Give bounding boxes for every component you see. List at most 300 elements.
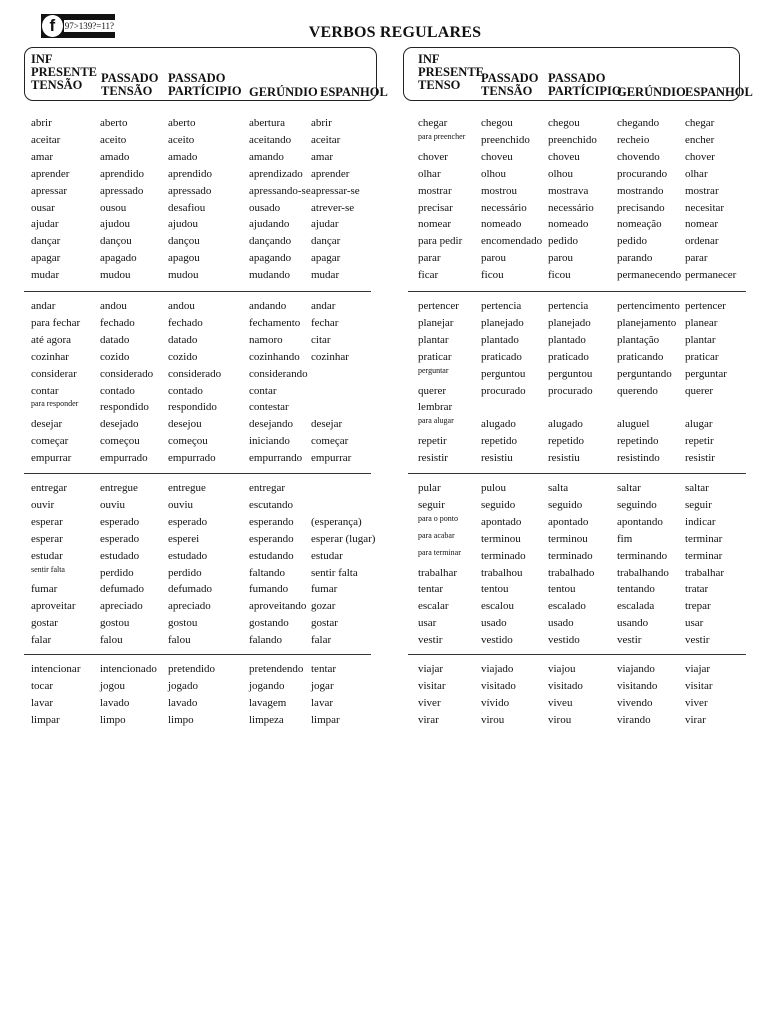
right-verb-row <box>0 183 768 200</box>
left-verb-cell: respondido <box>100 401 149 414</box>
right-verb-cell: querer <box>685 384 714 397</box>
badge-text: 97>139?=11? <box>64 21 114 31</box>
right-verb-cell: olhou <box>548 167 574 180</box>
right-verb-row <box>0 615 768 632</box>
left-verb-cell: cozinhar <box>31 350 69 363</box>
left-verb-cell: lavado <box>100 696 130 709</box>
left-verb-cell: esperado <box>100 515 140 528</box>
left-verb-cell: faltando <box>249 566 286 579</box>
right-verb-cell: plantar <box>685 333 716 346</box>
left-verb-cell: ouviu <box>168 498 194 511</box>
left-verb-cell: sentir falta <box>31 564 65 574</box>
left-verb-cell: amando <box>249 150 284 163</box>
right-verb-cell: chegou <box>481 117 513 129</box>
left-verb-cell: ajudando <box>249 218 290 231</box>
left-verb-cell: jogar <box>311 679 334 692</box>
left-verb-cell: aprender <box>31 167 70 180</box>
left-verb-cell: abrir <box>31 117 52 129</box>
right-verb-cell: trabalhando <box>617 566 669 579</box>
left-verb-cell: mudar <box>31 269 60 282</box>
right-verb-cell: nomeado <box>481 218 522 231</box>
left-verb-cell: amar <box>31 150 53 163</box>
left-verb-cell: fumar <box>31 583 58 596</box>
right-verb-cell: terminou <box>548 532 588 545</box>
left-verb-cell: aprendizado <box>249 167 303 180</box>
right-verb-row <box>0 598 768 615</box>
right-verb-cell: pulou <box>481 482 507 494</box>
right-verb-cell: indicar <box>685 515 716 528</box>
left-verb-cell: ajudou <box>100 218 130 231</box>
right-verb-cell: precisar <box>418 201 453 214</box>
left-verb-cell: namoro <box>249 333 283 346</box>
right-verb-cell: ficou <box>481 269 504 282</box>
right-verb-cell: seguido <box>548 498 583 511</box>
left-verb-cell: lavar <box>311 696 333 709</box>
right-verb-cell: planejado <box>481 316 524 329</box>
right-verb-cell: fim <box>617 532 633 545</box>
left-verb-cell: estudar <box>31 549 63 562</box>
right-verb-cell: apontando <box>617 515 663 528</box>
right-verb-row <box>0 548 768 565</box>
left-verb-cell: esperando <box>249 515 294 528</box>
left-verb-cell: amado <box>168 150 198 163</box>
right-verb-cell: vivendo <box>617 696 653 709</box>
left-verb-cell: pretendido <box>168 663 216 675</box>
left-verb-cell: estudado <box>100 549 140 562</box>
right-verb-cell: terminar <box>685 532 723 545</box>
left-verb-cell: aproveitar <box>31 600 76 613</box>
left-verb-cell: abrir <box>311 117 332 129</box>
right-verb-cell: preenchido <box>548 133 597 146</box>
right-group-divider <box>408 654 746 655</box>
left-verb-cell: fumar <box>311 583 338 596</box>
left-header-spanish: ESPANHOL <box>320 85 388 99</box>
right-verb-row <box>0 678 768 695</box>
left-verb-cell: contestar <box>249 401 289 414</box>
right-verb-cell: parar <box>685 252 708 265</box>
left-verb-cell: esperar (lugar) <box>311 532 376 545</box>
left-verb-cell: lavagem <box>249 696 287 709</box>
right-verb-cell: perguntar <box>685 367 727 380</box>
right-verb-row <box>0 433 768 450</box>
right-verb-row <box>0 149 768 166</box>
left-verb-cell: gostar <box>311 617 338 630</box>
left-verb-cell: contar <box>249 384 277 397</box>
right-verb-cell: mostrar <box>418 184 452 197</box>
right-verb-cell: usar <box>685 617 704 630</box>
left-verb-cell: apagado <box>100 252 137 265</box>
right-verb-cell: plantação <box>617 333 660 346</box>
right-verb-cell: planejar <box>418 316 454 329</box>
left-verb-cell: gostar <box>31 617 58 630</box>
right-verb-cell: praticando <box>617 350 664 363</box>
left-verb-cell: apressando-se <box>249 184 311 197</box>
left-verb-cell: aceito <box>100 133 127 146</box>
left-verb-cell: dançando <box>249 235 292 248</box>
left-verb-cell: respondido <box>168 401 217 414</box>
right-verb-cell: usado <box>548 617 574 630</box>
left-verb-cell: apagar <box>311 252 341 265</box>
right-verb-cell: viajar <box>685 663 711 675</box>
right-verb-cell: usando <box>617 617 649 630</box>
right-verb-cell: viver <box>418 696 441 709</box>
right-verb-cell: repetido <box>548 435 585 448</box>
right-verb-cell: viver <box>685 696 708 709</box>
right-verb-row <box>0 132 768 149</box>
right-verb-cell: pertencia <box>548 300 589 312</box>
right-verb-cell: visitado <box>548 679 583 692</box>
left-verb-cell: lavar <box>31 696 53 709</box>
right-verb-cell: precisando <box>617 201 665 214</box>
right-verb-row <box>0 366 768 383</box>
right-verb-cell: nomear <box>685 218 718 231</box>
right-verb-cell: resistindo <box>617 452 660 465</box>
left-verb-cell: desejar <box>311 418 343 431</box>
right-verb-cell: praticado <box>548 350 589 363</box>
left-verb-cell: gostou <box>100 617 130 630</box>
left-verb-cell: andar <box>31 300 56 312</box>
left-verb-cell: desejou <box>168 418 202 431</box>
left-header-gerund: GERÚNDIO <box>249 85 318 99</box>
left-verb-cell: mudando <box>249 269 290 282</box>
left-verb-cell: apressar <box>31 184 68 197</box>
left-verb-cell: apagar <box>31 252 61 265</box>
left-verb-cell: contar <box>31 384 59 397</box>
left-verb-cell: começar <box>311 435 349 448</box>
left-header-participle: PASSADO PARTÍCIPIO <box>168 71 242 98</box>
right-verb-cell: pertencia <box>481 300 522 312</box>
right-verb-row <box>0 632 768 649</box>
left-verb-cell: citar <box>311 333 331 346</box>
right-verb-row <box>0 200 768 217</box>
left-verb-cell: ajudar <box>311 218 339 231</box>
left-verb-cell: desejar <box>31 418 63 431</box>
right-verb-cell: repetir <box>685 435 714 448</box>
left-verb-cell: falando <box>249 634 282 647</box>
left-verb-cell: apressado <box>100 184 144 197</box>
left-verb-cell: mudou <box>100 269 131 282</box>
left-verb-cell: aceitar <box>311 133 341 146</box>
left-verb-cell: perdido <box>100 566 134 579</box>
right-verb-cell: seguir <box>685 498 712 511</box>
right-verb-row <box>0 315 768 332</box>
left-verb-cell: defumado <box>100 583 144 596</box>
right-verb-cell: chegar <box>685 117 715 129</box>
right-verb-cell: terminado <box>481 549 526 562</box>
left-verb-cell: esperar <box>31 515 63 528</box>
right-header-infinitive: INF PRESENTE TENSO <box>418 52 484 92</box>
right-verb-cell: vestir <box>418 634 443 647</box>
right-verb-cell: escalado <box>548 600 586 613</box>
left-verb-cell: contado <box>100 384 135 397</box>
left-verb-cell: jogou <box>100 679 126 692</box>
left-verb-cell: andando <box>249 300 287 312</box>
right-verb-cell: resistir <box>685 452 715 465</box>
left-verb-cell: ousou <box>100 201 127 214</box>
left-verb-cell: começou <box>100 435 140 448</box>
right-header-past: PASSADO TENSÃO <box>481 71 539 98</box>
right-verb-cell: resistiu <box>481 452 513 465</box>
left-verb-cell: jogando <box>249 679 285 692</box>
left-verb-cell: dançar <box>311 235 341 248</box>
right-verb-cell: resistiu <box>548 452 580 465</box>
left-verb-cell: apreciado <box>100 600 143 613</box>
right-verb-cell: pertencer <box>685 300 726 312</box>
left-verb-cell: limpo <box>100 713 126 726</box>
right-verb-cell: viajando <box>617 663 655 675</box>
right-verb-cell: trabalhar <box>685 566 725 579</box>
left-verb-cell: esperar <box>31 532 63 545</box>
left-verb-cell: andou <box>100 300 127 312</box>
left-verb-cell: fechar <box>311 316 339 329</box>
right-verb-cell: aluguel <box>617 418 650 431</box>
right-verb-cell: nomear <box>418 218 451 231</box>
right-verb-cell: planear <box>685 316 718 329</box>
left-verb-cell: falar <box>311 634 332 647</box>
right-verb-cell: para preencher <box>418 131 466 141</box>
left-group-divider <box>24 654 371 655</box>
left-verb-cell: jogado <box>168 679 198 692</box>
right-group-divider <box>408 473 746 474</box>
right-verb-cell: apontado <box>481 515 522 528</box>
right-verb-cell: para acabar <box>418 530 455 540</box>
right-verb-cell: alugado <box>548 418 583 431</box>
left-verb-cell: contado <box>168 384 203 397</box>
right-verb-cell: necessário <box>548 201 594 214</box>
left-verb-cell: ouvir <box>31 498 55 511</box>
left-verb-cell: perdido <box>168 566 202 579</box>
right-verb-cell: escalou <box>481 600 514 613</box>
right-verb-cell: encher <box>685 133 715 146</box>
right-verb-row <box>0 450 768 467</box>
right-verb-row <box>0 115 768 132</box>
right-verb-cell: necessário <box>481 201 527 214</box>
right-verb-cell: nomeado <box>548 218 589 231</box>
right-verb-cell: pedido <box>617 235 647 248</box>
right-verb-cell: preenchido <box>481 133 530 146</box>
right-verb-cell: para alugar <box>418 416 454 426</box>
right-verb-cell: procurado <box>481 384 526 397</box>
right-verb-cell: parou <box>481 252 507 265</box>
right-verb-cell: tentando <box>617 583 655 596</box>
left-verb-cell: entregue <box>100 482 138 494</box>
right-verb-cell: virar <box>685 713 706 726</box>
left-verb-cell: andou <box>168 300 195 312</box>
left-group-divider <box>24 291 371 292</box>
right-verb-row <box>0 695 768 712</box>
facebook-icon: f <box>42 15 63 37</box>
right-verb-row <box>0 267 768 284</box>
right-verb-cell: para pedir <box>418 235 463 248</box>
right-verb-cell: trabalhar <box>418 566 458 579</box>
left-verb-cell: considerado <box>168 367 222 380</box>
right-verb-cell: planejamento <box>617 316 677 329</box>
left-verb-cell: ousar <box>31 201 55 214</box>
right-verb-cell: choveu <box>548 150 580 163</box>
left-verb-cell: limpar <box>31 713 60 726</box>
right-verb-cell: trabalhou <box>481 566 523 579</box>
right-header-gerund: GERÚNDIO <box>617 85 686 99</box>
left-verb-cell: aceito <box>168 133 195 146</box>
right-verb-cell: querer <box>418 384 447 397</box>
left-verb-cell: tocar <box>31 679 53 692</box>
left-verb-cell: aceitando <box>249 133 292 146</box>
right-verb-cell: lembrar <box>418 401 453 414</box>
right-verb-cell: ficar <box>418 269 439 282</box>
left-verb-cell: defumado <box>168 583 212 596</box>
right-verb-cell: usado <box>481 617 507 630</box>
right-verb-cell: virando <box>617 713 651 726</box>
right-verb-cell: mostrava <box>548 184 589 197</box>
left-verb-cell: considerado <box>100 367 154 380</box>
left-verb-cell: apagando <box>249 252 292 265</box>
right-verb-cell: visitando <box>617 679 658 692</box>
right-verb-row <box>0 565 768 582</box>
right-verb-row <box>0 332 768 349</box>
right-header-spanish: ESPANHOL <box>685 85 753 99</box>
right-verb-cell: perguntou <box>548 367 593 380</box>
left-verb-cell: dançou <box>168 235 200 248</box>
left-verb-cell: cozido <box>168 350 198 363</box>
left-verb-cell: desejado <box>100 418 139 431</box>
right-verb-cell: parou <box>548 252 574 265</box>
right-verb-cell: trabalhado <box>548 566 595 579</box>
right-verb-cell: repetido <box>481 435 518 448</box>
right-verb-cell: ficou <box>548 269 571 282</box>
left-verb-cell: entregar <box>249 482 286 494</box>
right-verb-cell: necesitar <box>685 201 725 214</box>
left-verb-cell: abertura <box>249 117 286 129</box>
left-verb-cell: empurrado <box>168 452 216 465</box>
right-verb-cell: parando <box>617 252 653 265</box>
left-verb-cell: empurrar <box>311 452 352 465</box>
right-verb-cell: viajou <box>548 663 576 675</box>
right-verb-cell: trepar <box>685 600 711 613</box>
left-verb-cell: amado <box>100 150 130 163</box>
left-verb-cell: ajudou <box>168 218 198 231</box>
right-verb-cell: pertencimento <box>617 300 680 312</box>
left-verb-cell: mudar <box>311 269 340 282</box>
right-verb-cell: repetindo <box>617 435 659 448</box>
right-verb-cell: choveu <box>481 150 513 163</box>
left-verb-cell: iniciando <box>249 435 290 448</box>
right-verb-cell: escalar <box>418 600 449 613</box>
right-verb-cell: virou <box>481 713 505 726</box>
left-verb-cell: sentir falta <box>311 566 358 579</box>
left-verb-cell: falou <box>100 634 123 647</box>
right-verb-row <box>0 298 768 315</box>
right-verb-row <box>0 216 768 233</box>
right-verb-cell: plantar <box>418 333 449 346</box>
left-verb-cell: estudando <box>249 549 294 562</box>
right-verb-cell: viajado <box>481 663 514 675</box>
left-verb-cell: apreciado <box>168 600 211 613</box>
right-verb-cell: nomeação <box>617 218 662 231</box>
right-verb-cell: olhar <box>418 167 441 180</box>
right-verb-cell: saltar <box>617 482 641 494</box>
right-verb-cell: pedido <box>548 235 578 248</box>
right-verb-cell: parar <box>418 252 441 265</box>
left-verb-cell: começar <box>31 435 69 448</box>
right-verb-cell: viajar <box>418 663 444 675</box>
right-verb-cell: chover <box>685 150 715 163</box>
right-verb-cell: seguindo <box>617 498 657 511</box>
left-verb-cell: falou <box>168 634 191 647</box>
right-verb-row <box>0 712 768 729</box>
left-verb-cell: ajudar <box>31 218 59 231</box>
right-verb-cell: mostrou <box>481 184 518 197</box>
right-verb-row <box>0 531 768 548</box>
left-verb-cell: ousado <box>249 201 281 214</box>
right-verb-cell: visitar <box>418 679 446 692</box>
right-verb-cell: visitar <box>685 679 713 692</box>
right-verb-cell: vívido <box>481 696 510 709</box>
right-verb-cell: saltar <box>685 482 709 494</box>
right-verb-cell: plantado <box>481 333 519 346</box>
right-group-divider <box>408 291 746 292</box>
right-verb-cell: vestido <box>548 634 580 647</box>
left-verb-cell: andar <box>311 300 336 312</box>
left-verb-cell: cozido <box>100 350 130 363</box>
left-verb-cell: para responder <box>31 399 79 409</box>
left-verb-cell: datado <box>100 333 130 346</box>
right-verb-row <box>0 166 768 183</box>
left-verb-cell: empurrar <box>31 452 72 465</box>
left-verb-cell: aprender <box>311 167 350 180</box>
right-verb-row <box>0 349 768 366</box>
page-title: VERBOS REGULARES <box>308 24 482 41</box>
right-verb-cell: procurando <box>617 167 668 180</box>
right-verb-cell: terminado <box>548 549 593 562</box>
right-verb-cell: permanecendo <box>617 269 682 282</box>
left-verb-cell: dançou <box>100 235 132 248</box>
left-verb-cell: considerando <box>249 367 308 380</box>
right-verb-row <box>0 581 768 598</box>
right-verb-cell: mostrando <box>617 184 664 197</box>
left-header-infinitive: INF PRESENTE TENSÃO <box>31 52 97 92</box>
right-verb-cell: para o ponto <box>418 513 458 523</box>
right-verb-cell: para terminar <box>418 547 461 557</box>
left-verb-cell: (esperança) <box>311 515 362 528</box>
left-group-divider <box>24 473 371 474</box>
right-verb-cell: praticar <box>685 350 719 363</box>
left-verb-cell: cozinhando <box>249 350 300 363</box>
right-verb-cell: tentar <box>418 583 444 596</box>
right-verb-cell: vestir <box>617 634 642 647</box>
right-verb-cell: virar <box>418 713 439 726</box>
left-verb-cell: apagou <box>168 252 200 265</box>
left-verb-cell: pretendendo <box>249 663 304 675</box>
right-verb-cell: praticado <box>481 350 522 363</box>
right-verb-cell: permanecer <box>685 269 737 282</box>
left-verb-cell: estudar <box>311 549 343 562</box>
left-verb-cell: esperado <box>168 515 208 528</box>
right-verb-cell: terminar <box>685 549 723 562</box>
left-verb-cell: começou <box>168 435 208 448</box>
right-verb-cell: chegando <box>617 117 660 129</box>
left-verb-cell: aprendido <box>100 167 144 180</box>
right-verb-row <box>0 399 768 416</box>
right-verb-cell: apontado <box>548 515 589 528</box>
left-verb-cell: esperando <box>249 532 294 545</box>
left-verb-cell: escutando <box>249 498 293 511</box>
right-verb-cell: vestir <box>685 634 710 647</box>
right-verb-cell: visitado <box>481 679 516 692</box>
right-verb-cell: usar <box>418 617 437 630</box>
left-verb-cell: fumando <box>249 583 289 596</box>
right-verb-cell: ordenar <box>685 235 719 248</box>
right-verb-cell: encomendado <box>481 235 543 248</box>
